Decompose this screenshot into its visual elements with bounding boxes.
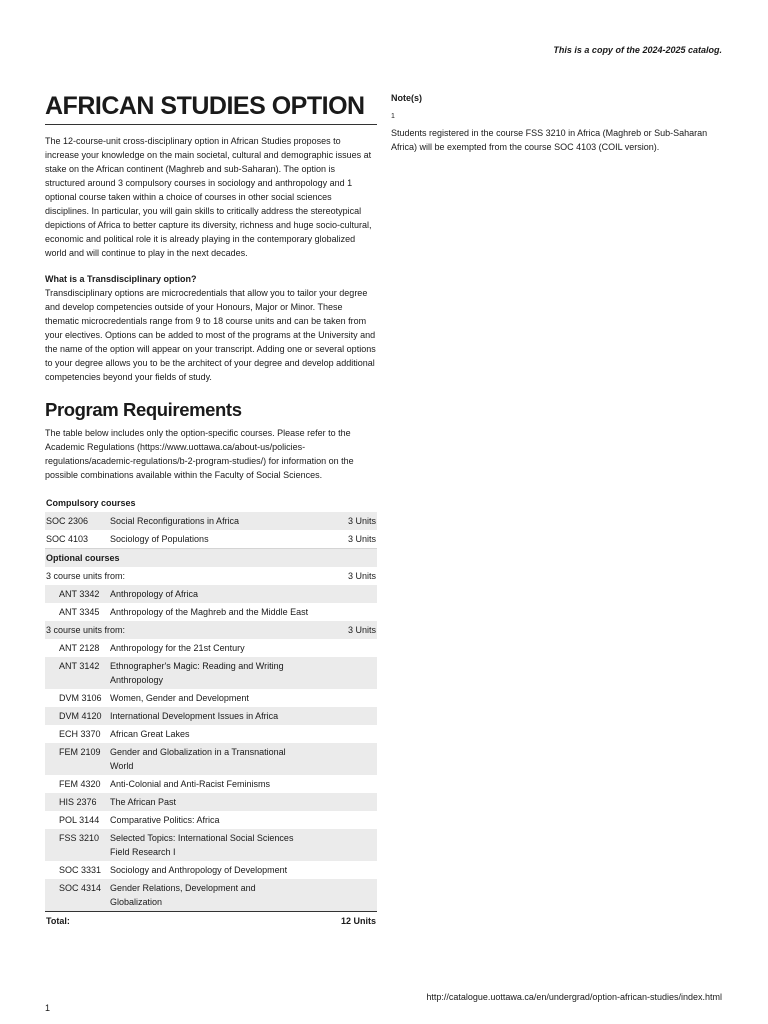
notes-heading: Note(s) bbox=[391, 93, 422, 103]
table-row bbox=[45, 775, 377, 793]
course-code[interactable]: ANT 3142 bbox=[45, 657, 109, 689]
course-title: Sociology and Anthropology of Development bbox=[110, 865, 288, 875]
total-row bbox=[45, 912, 377, 931]
course-title: Anthropology for the 21st Century bbox=[110, 643, 245, 653]
course-code[interactable]: DVM 3106 bbox=[59, 693, 102, 703]
course-title: Anti-Colonial and Anti-Racist Feminisms bbox=[110, 779, 271, 789]
course-title: Selected Topics: International Social Sciences Field Research I bbox=[109, 829, 311, 861]
notes-column bbox=[391, 93, 721, 154]
catalog-note: This is a copy of the 2024-2025 catalog. bbox=[553, 45, 722, 55]
footer-url[interactable]: http://catalogue.uottawa.ca/en/undergrad/option-african-studies/index.html bbox=[426, 992, 722, 1002]
compulsory-courses-header: Compulsory courses bbox=[46, 498, 136, 508]
total-units: 12 Units bbox=[311, 912, 377, 931]
course-group-units: 3 Units bbox=[347, 571, 376, 581]
page-title: AFRICAN STUDIES OPTION bbox=[45, 90, 377, 125]
course-title: Anthropology of Africa bbox=[109, 585, 311, 603]
course-code[interactable]: SOC 3331 bbox=[59, 865, 102, 875]
course-code[interactable]: ANT 2128 bbox=[59, 643, 100, 653]
course-code[interactable]: ANT 3345 bbox=[59, 607, 100, 617]
course-group-label: 3 course units from: bbox=[45, 621, 311, 639]
table-row bbox=[45, 689, 377, 707]
transdisciplinary-question: What is a Transdisciplinary option? bbox=[45, 274, 197, 284]
page-number: 1 bbox=[45, 1003, 51, 1013]
course-code[interactable]: DVM 4120 bbox=[45, 707, 109, 725]
course-code[interactable]: FSS 3210 bbox=[45, 829, 109, 861]
course-title: Comparative Politics: Africa bbox=[110, 815, 220, 825]
transdisciplinary-answer: Transdisciplinary options are microcredentials that allow you to tailor your degree and develop competencies outside of your Honours, Major or Minor. These thematic microcredentials range from 9 to 18 course units and can be taken from your electives. Options can be added to most of the programs at the University and the name of the option will appear on your transcript. Adding one or several options to your degree allows you to be the architect of your degree and develop additional competencies beyond your fields of study. bbox=[45, 288, 376, 382]
course-title: The African Past bbox=[109, 793, 311, 811]
main-column bbox=[45, 90, 377, 930]
course-units: 3 Units bbox=[311, 530, 377, 549]
table-row bbox=[45, 657, 377, 689]
course-title: Anthropology of the Maghreb and the Middle East bbox=[110, 607, 309, 617]
optional-courses-header: Optional courses bbox=[45, 549, 377, 568]
course-code[interactable]: FEM 4320 bbox=[59, 779, 101, 789]
course-title: Social Reconfigurations in Africa bbox=[109, 512, 311, 530]
table-row bbox=[45, 530, 377, 549]
intro-paragraph: The 12-course-unit cross-disciplinary option in African Studies proposes to increase your knowledge on the main societal, cultural and demographic issues at stake on the African continent (Maghreb and sub-Saharan). The option is structured around 3 compulsory courses in sociology and anthropology and 1 optional course taken within a choice of courses in other social sciences disciplines. In particular, you will gain skills to critically address the stereotypical depictions of Africa to better capture its diversity, richness and huge socio-cultural, economic and political role it is already playing in the contemporary globalized world and will continue to play in the next decades. bbox=[45, 136, 372, 258]
course-group-label: 3 course units from: bbox=[46, 571, 126, 581]
course-code[interactable]: SOC 4314 bbox=[45, 879, 109, 912]
course-group-row bbox=[45, 621, 377, 639]
table-row bbox=[45, 879, 377, 912]
course-title: Gender Relations, Development and Globalization bbox=[109, 879, 311, 912]
total-label: Total: bbox=[45, 912, 311, 931]
program-requirements-text: The table below includes only the option-specific courses. Please refer to the Academic Regulations (https://www.uottawa.ca/about-us/policies-regulations/academic-regulations/b-2-program-studies/) for information on the possible combinations available within the Faculty of Social Sciences. bbox=[45, 428, 354, 480]
table-row bbox=[45, 725, 377, 743]
course-group-row bbox=[45, 567, 377, 585]
course-code[interactable]: POL 3144 bbox=[59, 815, 100, 825]
course-title: Women, Gender and Development bbox=[110, 693, 249, 703]
course-units: 3 Units bbox=[311, 512, 377, 530]
table-row bbox=[45, 603, 377, 621]
course-code[interactable]: HIS 2376 bbox=[45, 793, 109, 811]
table-row bbox=[45, 512, 377, 530]
course-title: Sociology of Populations bbox=[109, 530, 311, 549]
course-code[interactable]: ANT 3342 bbox=[45, 585, 109, 603]
course-title: Ethnographer's Magic: Reading and Writing Anthropology bbox=[109, 657, 311, 689]
table-row bbox=[45, 829, 377, 861]
course-code[interactable]: FEM 2109 bbox=[45, 743, 109, 775]
course-group-units: 3 Units bbox=[311, 621, 377, 639]
table-row bbox=[45, 585, 377, 603]
table-row bbox=[45, 793, 377, 811]
course-code[interactable]: SOC 2306 bbox=[45, 512, 109, 530]
table-row bbox=[45, 707, 377, 725]
course-title: African Great Lakes bbox=[110, 729, 190, 739]
course-code[interactable]: ECH 3370 bbox=[59, 729, 101, 739]
program-requirements-heading: Program Requirements bbox=[45, 399, 242, 420]
table-row bbox=[45, 639, 377, 657]
table-row bbox=[45, 861, 377, 879]
requirements-table bbox=[45, 494, 377, 930]
course-title: Gender and Globalization in a Transnational World bbox=[109, 743, 311, 775]
course-title: International Development Issues in Africa bbox=[109, 707, 311, 725]
course-code[interactable]: SOC 4103 bbox=[45, 530, 109, 549]
note-text: Students registered in the course FSS 3210 in Africa (Maghreb or Sub-Saharan Africa) will be exempted from the course SOC 4103 (COIL version). bbox=[391, 128, 708, 152]
table-row bbox=[45, 811, 377, 829]
table-row bbox=[45, 743, 377, 775]
note-marker: 1 bbox=[391, 113, 395, 120]
